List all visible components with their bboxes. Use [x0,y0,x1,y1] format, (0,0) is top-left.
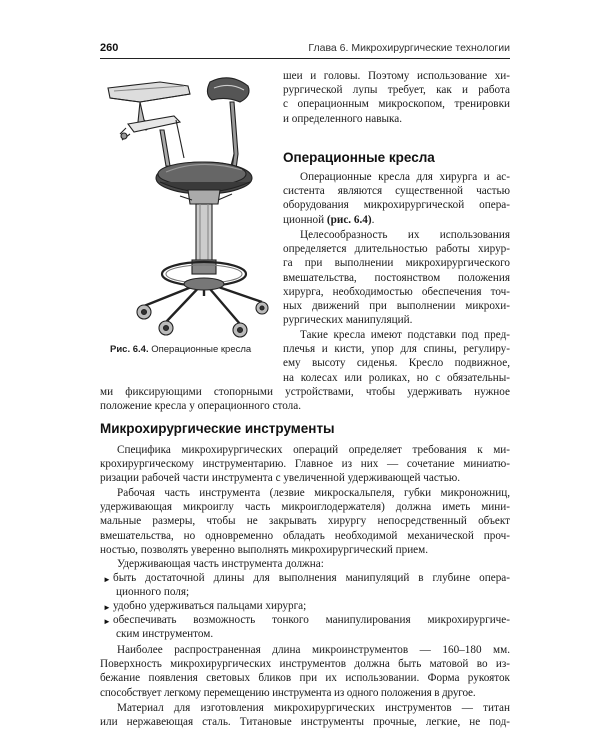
text-line: бежание появления световых бликов при их использовании. Форма рукояток [100,672,510,685]
text-line: мальные размеры, чтобы не закрывать хирургу непосредственный объект [100,515,510,528]
bullet-item [113,571,510,599]
text-line: Удерживающая часть инструмента должна: [117,558,324,570]
text-line: Специфика микрохирургических операций определяет требования к ми- [117,444,510,456]
text-line: ским инструментом. [116,628,214,641]
text-line: ми фиксирующими стопорными устройствами, чтобы удерживать нужное [100,386,510,398]
text-line: на колесах или роликах, но с обязательны- [283,371,510,384]
chairs-paragraph-2 [283,228,510,327]
figure-reference: (рис. 6.4) [326,213,372,226]
text-line: и определенного навыка. [283,112,403,125]
text-line: ционного поля; [116,586,190,599]
text-line: вмешательства, но одновременно обладать необходимой механической проч- [100,529,510,542]
text-line: определяется длительностью работы хирур- [283,243,510,256]
text-line: Операционные кресла для хирурга и ас- [300,171,510,183]
text-line: рургических манипуляций. [283,314,413,327]
operating-chair-figure [100,74,276,344]
figure-caption-label: Рис. 6.4. [110,344,149,355]
text-line: плечья и кисти, упор для спины, регулиру- [283,343,510,356]
instruments-paragraph-1 [100,443,510,486]
text-line: положение кресла у операционного стола. [100,400,302,413]
section-heading-instruments: Микрохирургические инструменты [100,421,335,436]
text-line: вмешательства, постоянством положения [283,271,510,284]
text-line: крохирургическому инструментарию. Главное из них — сочетание миниатю- [100,458,510,471]
bullet-item [113,599,510,613]
text-line: оборудования микрохирургической опера- [283,199,510,212]
operating-chair-illustration [100,74,276,344]
text-line: удобно удерживаться пальцами хирурга; [113,600,307,612]
figure-caption-text: Операционные кресла [148,344,252,355]
text-line: Рабочая часть инструмента (лезвие микроскальпеля, губки микроножниц, [117,487,510,499]
text-line: ных движений при выполнении микрохи- [283,300,510,313]
continued-paragraph [283,69,510,126]
section-heading-chairs: Операционные кресла [283,150,435,165]
chairs-paragraph-3-continued [100,385,510,413]
text-line: шеи и головы. Поэтому использование хи- [283,70,510,82]
text-line: ционной (рис. 6.4). [283,213,375,226]
running-header [100,42,510,58]
instruments-paragraph-5 [100,701,510,729]
text-line: Поверхность микрохирургических инструментов должна быть матовой во из- [100,658,510,671]
bullet-triangle-icon: ► [103,617,111,626]
text-line: ему высоту сиденья. Кресло подвижное, [283,357,510,370]
text-line: или нержавеющая сталь. Титановые инструменты прочные, легкие, не под- [100,716,510,729]
text-line: га при выполнении микрохирургического [283,257,510,270]
instruments-paragraph-3 [100,557,510,571]
chapter-title: Глава 6. Микрохирургические технологии [308,42,510,54]
text-line: ризации рабочей части инструмента с увеличенной удерживающей частью. [100,472,460,485]
text-line: хирурга, необходимостью обеспечения точ- [283,285,510,298]
text-line: удерживающая микроиглу часть микроиглодержателя) должна иметь мини- [100,501,510,514]
text-line: ностью, позволять уверенно выполнять микрохирургический прием. [100,543,429,556]
text-line: Такие кресла имеют подставки под пред- [300,329,510,341]
instruments-paragraph-4 [100,643,510,700]
bullet-item [113,613,510,641]
page-number: 260 [100,42,119,54]
text-line: Наиболее распространенная длина микроинструментов — 160–180 мм. [117,644,510,656]
text-line: систента являются существенной частью [283,185,510,198]
chairs-paragraph-3 [283,328,510,385]
header-rule [100,58,510,59]
text-line: Материал для изготовления микрохирургических инструментов — титан [117,702,510,714]
text-line: Целесообразность их использования [300,229,510,241]
text-line: с операционным микроскопом, тренировки [283,98,510,111]
text-line: способствует легкому перемещению инструмента из одного положения в другое. [100,686,476,699]
instruments-paragraph-2 [100,486,510,557]
text-line: рургической лупы требует, как и работа [283,84,510,97]
text-line: быть достаточной длины для выполнения манипуляций в глубине опера- [113,572,510,584]
text-line: обеспечивать возможность тонкого манипулирования микрохирургиче- [113,614,510,626]
bullet-triangle-icon: ► [103,603,111,612]
bullet-triangle-icon: ► [103,575,111,584]
figure-caption [110,344,280,355]
chairs-paragraph-1 [283,170,510,227]
